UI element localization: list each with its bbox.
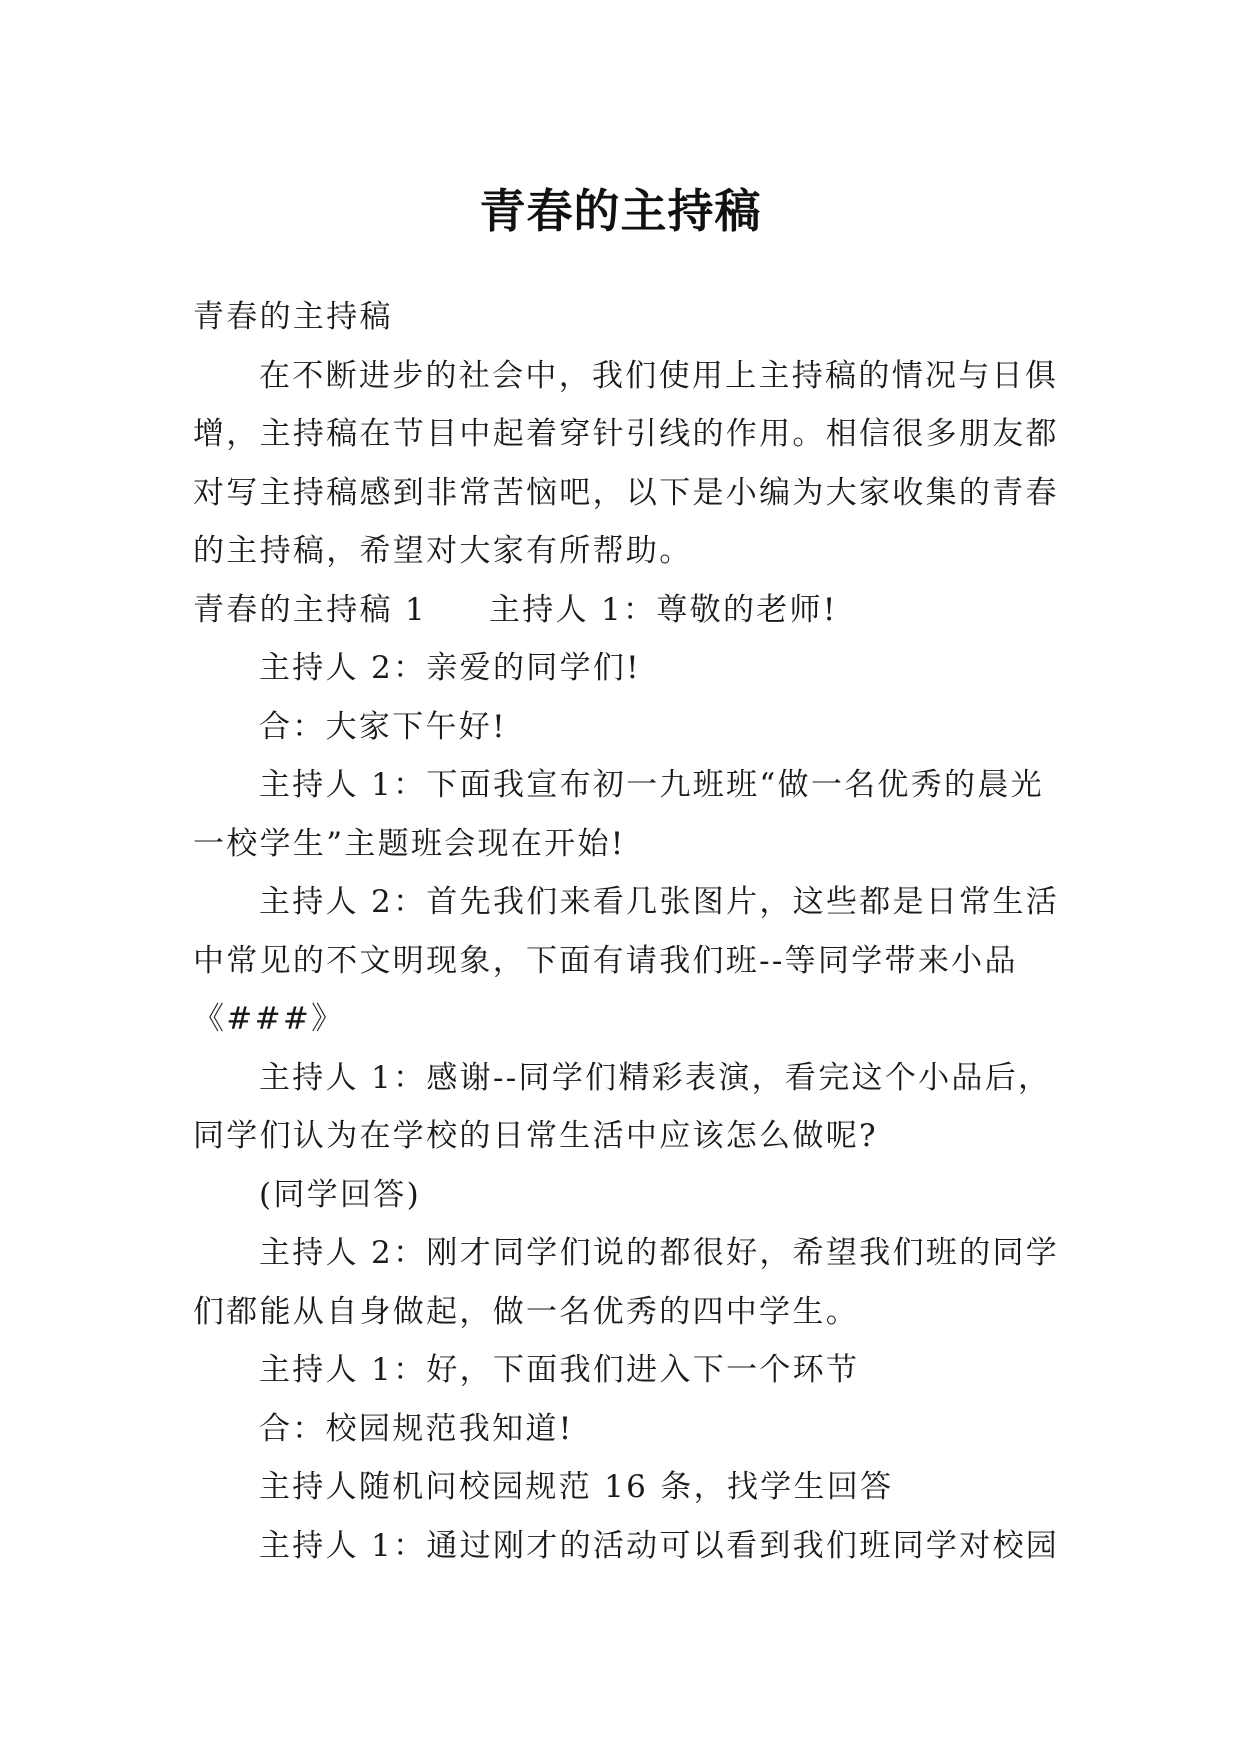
script-line: 《###》 [193,1001,345,1037]
document-title: 青春的主持稿 [479,183,762,238]
script-line: 中常见的不文明现象，下面有请我们班--等同学带来小品 [193,942,1018,979]
script-line: 主持人 2：亲爱的同学们! [259,650,641,686]
section-heading: 青春的主持稿 1 [193,591,427,628]
script-line: 主持人 1：尊敬的老师! [488,591,838,628]
script-line: 合：大家下午好! [259,708,507,745]
document-body [193,288,1060,1575]
script-line: 主持人 1：下面我宣布初一九班班“做一名优秀的晨光 [259,767,1044,803]
script-line: 主持人随机问校园规范 16 条，找学生回答 [259,1469,894,1505]
script-line: 主持人 1：通过刚才的活动可以看到我们班同学对校园 [259,1527,1060,1564]
intro-line: 增，主持稿在节目中起着穿针引线的作用。相信很多朋友都 [193,416,1059,452]
body-heading: 青春的主持稿 [193,299,393,335]
script-line: 同学们认为在学校的日常生活中应该怎么做呢? [193,1118,878,1154]
script-line: 主持人 2：刚才同学们说的都很好，希望我们班的同学 [259,1235,1060,1271]
intro-line: 的主持稿，希望对大家有所帮助。 [193,533,693,569]
intro-line: 对写主持稿感到非常苦恼吧，以下是小编为大家收集的青春 [193,474,1059,511]
intro-line: 在不断进步的社会中，我们使用上主持稿的情况与日俱 [259,357,1059,394]
script-line: 合：校园规范我知道! [259,1410,574,1447]
script-line: 主持人 1：感谢--同学们精彩表演，看完这个小品后， [259,1059,1052,1096]
script-line: 主持人 2：首先我们来看几张图片，这些都是日常生活 [259,884,1060,920]
script-line: 主持人 1：好，下面我们进入下一个环节 [259,1352,860,1388]
script-line: (同学回答) [259,1176,421,1213]
script-line: 们都能从自身做起，做一名优秀的四中学生。 [193,1293,859,1330]
script-line: 一校学生”主题班会现在开始! [193,825,626,862]
section-heading-line [193,581,1055,640]
